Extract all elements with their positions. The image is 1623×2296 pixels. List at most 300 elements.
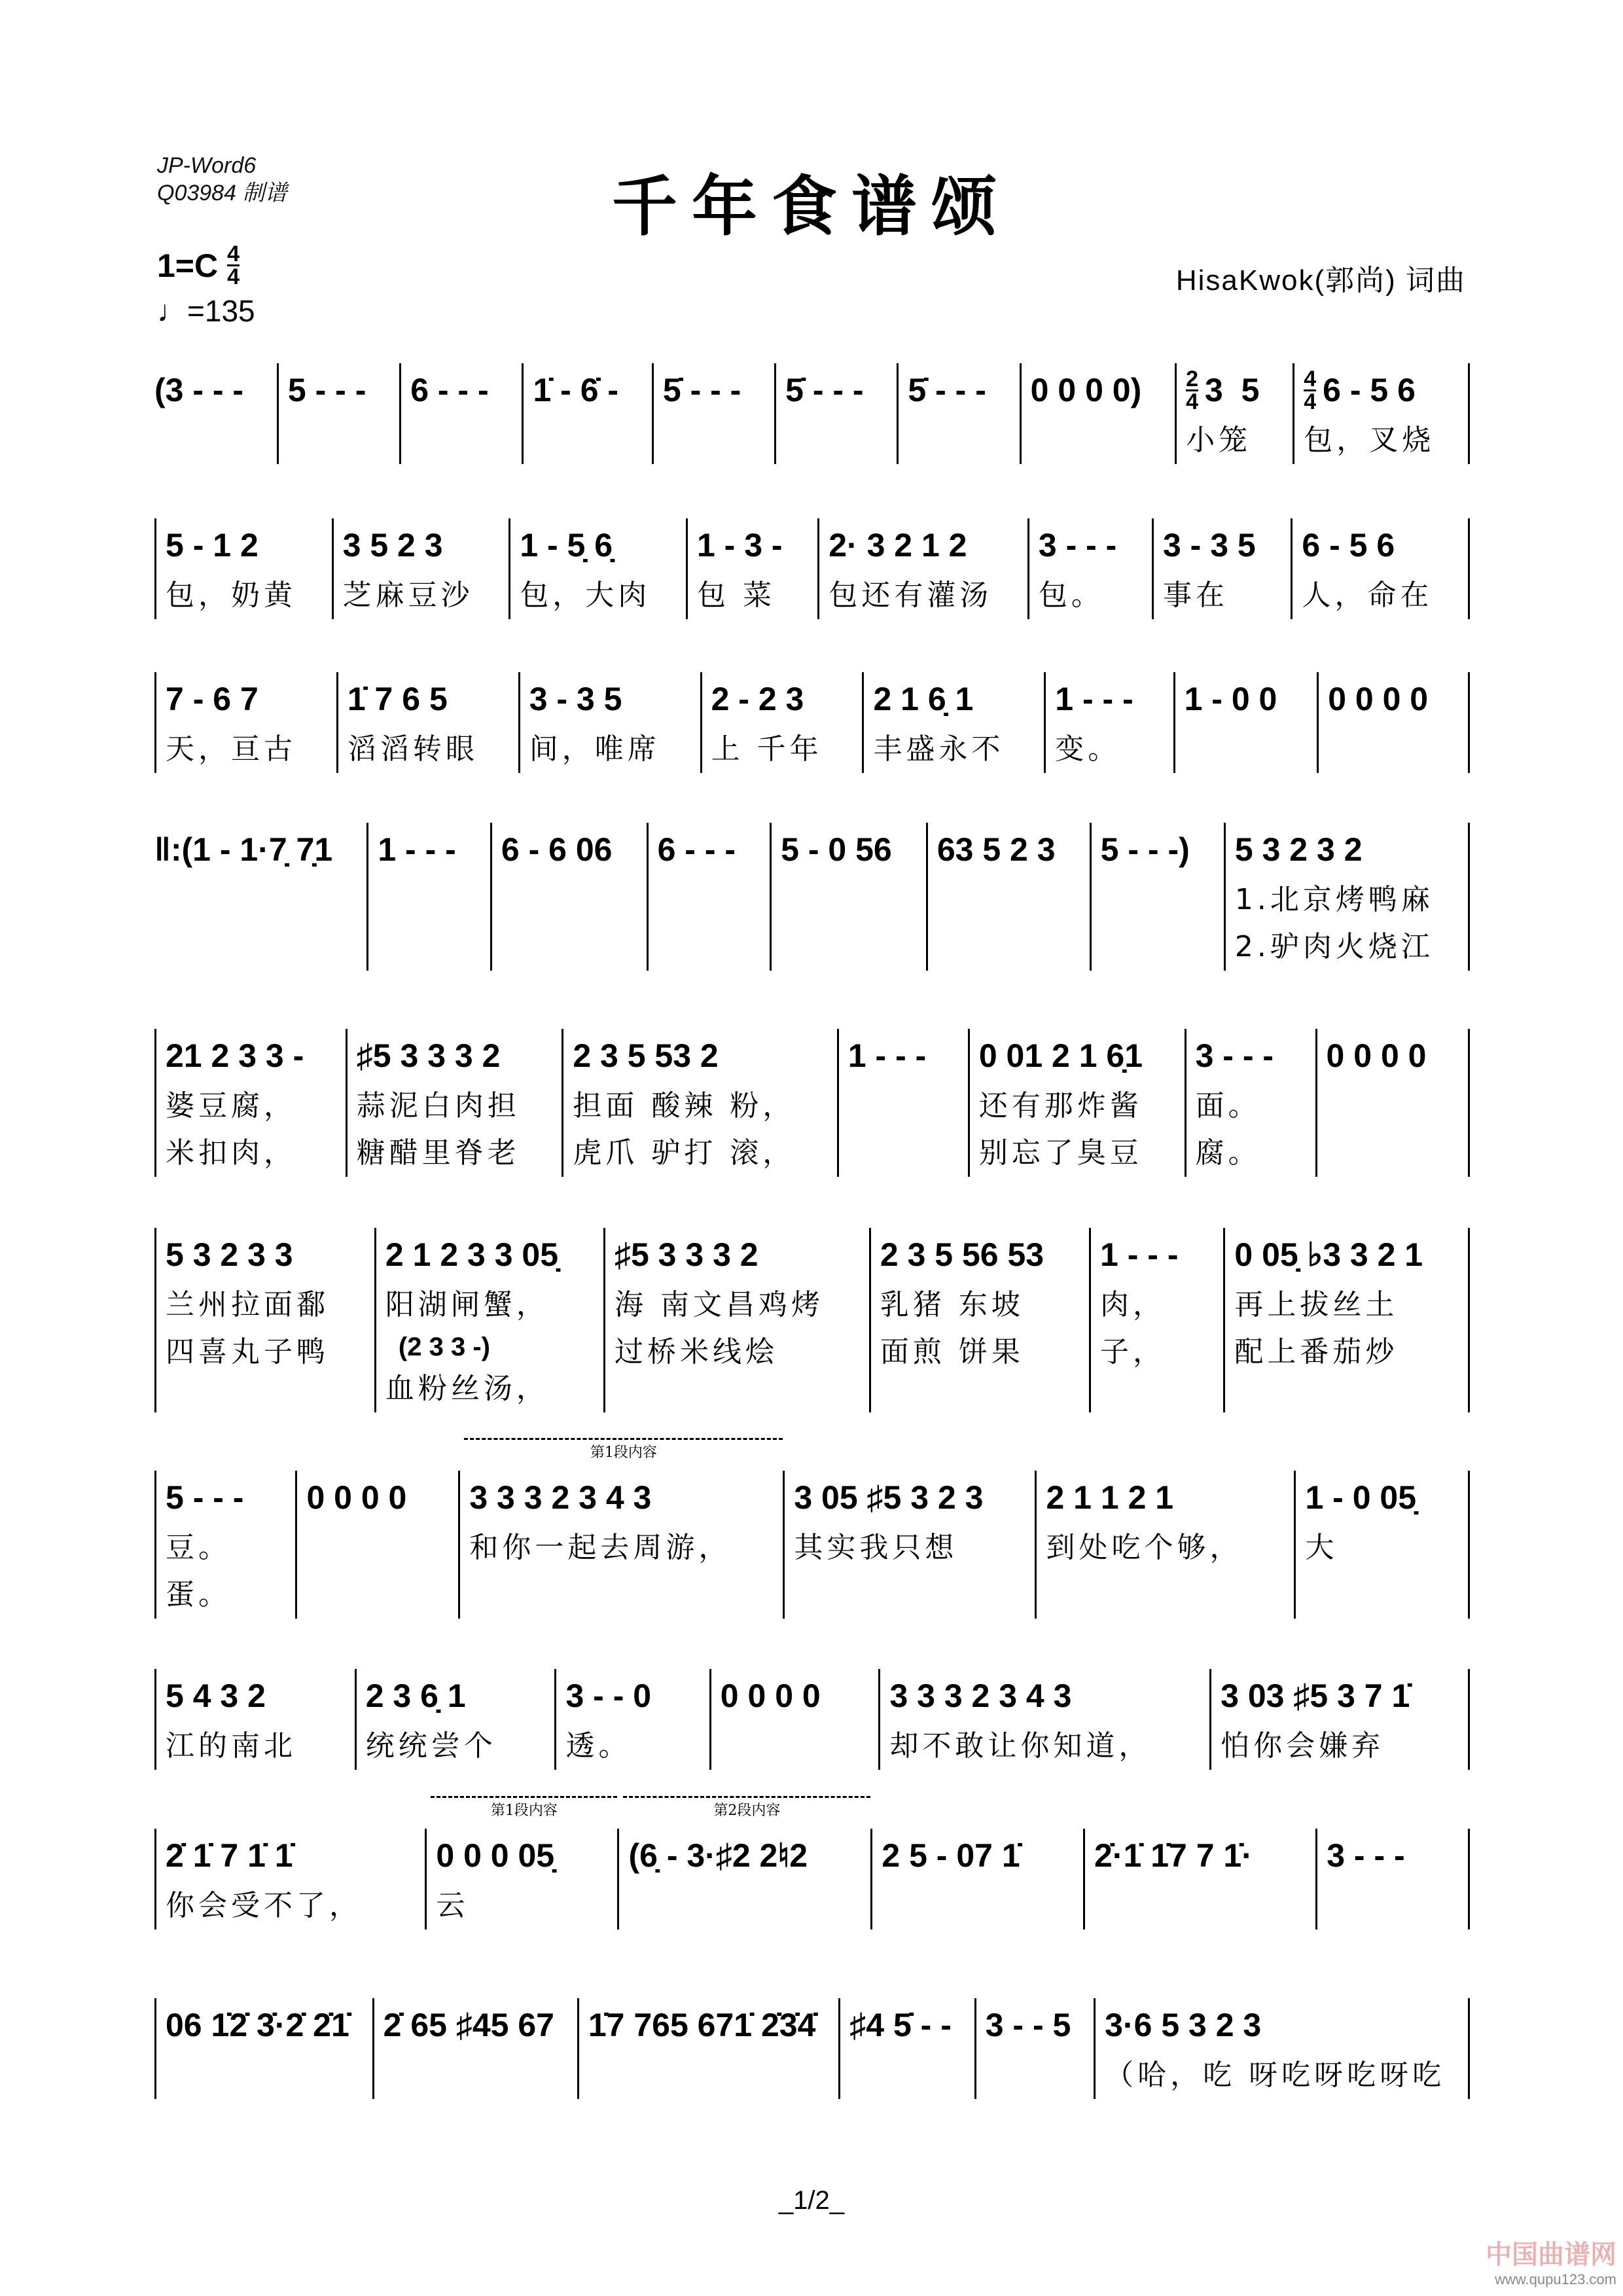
lyric-line: 事在 [1162, 579, 1228, 612]
lyric-line: 虎爪 驴打 滚， [573, 1136, 796, 1170]
measure [837, 1029, 968, 1177]
measure-notes [937, 823, 1080, 876]
notes-text: 6 - - - [657, 831, 736, 868]
measure [355, 1669, 555, 1770]
measure [154, 1228, 374, 1412]
lyric-line: 包还有灌汤 [829, 579, 993, 612]
measure [968, 1029, 1185, 1177]
measure-notes [383, 1998, 568, 2052]
notes-text: 1 - - - [847, 1037, 927, 1074]
measure [425, 1803, 617, 1929]
measure-notes [357, 1029, 553, 1083]
time-sig-digit: 2 [1186, 366, 1198, 391]
notes-text: 2̇·1̇ 1̇7 7 1̇· [1094, 1837, 1253, 1874]
notes-text: 2̇ 1̇ 7 1̇ 1̇ [166, 1837, 293, 1874]
measure [1317, 672, 1470, 773]
measure-notes [829, 518, 1018, 572]
measure [154, 823, 366, 971]
notes-text: 2 1 2 3 3 05̣ [385, 1236, 559, 1273]
measure [562, 1029, 837, 1177]
notes-text: (3 - - - [154, 372, 244, 408]
measure [1083, 1829, 1315, 1929]
measure [652, 363, 774, 464]
measure-notes [1163, 518, 1281, 572]
measure [869, 1228, 1089, 1412]
notes-text: 3 - - 5 [985, 2007, 1071, 2043]
measure-notes [1305, 1471, 1459, 1524]
notes-text: 2 1 6̣ 1 [873, 681, 974, 717]
measure-notes [343, 518, 500, 572]
measure-notes [573, 1029, 828, 1083]
measure-notes [166, 1998, 363, 2052]
measure-notes [785, 363, 887, 417]
time-sig-digit: 4 [1186, 389, 1198, 414]
measure [974, 1998, 1094, 2099]
measure [686, 518, 817, 619]
measure-notes [166, 1228, 365, 1282]
notes-text: 7 - 6 7 [166, 681, 259, 717]
measure [554, 1669, 709, 1770]
measure-notes [469, 1471, 774, 1524]
measure [577, 1998, 838, 2099]
measure [1223, 1228, 1470, 1412]
measure [774, 363, 897, 464]
lyric-line: 统统尝个 [365, 1729, 497, 1763]
lyric-line: 阳湖闸蟹， [385, 1288, 549, 1321]
notes-text: 2 3 5 53 2 [573, 1037, 719, 1074]
measure-notes [794, 1471, 1026, 1524]
measure [154, 1829, 425, 1929]
measure-notes [166, 1471, 286, 1524]
lyric-line: 配上番茄炒 [1234, 1335, 1399, 1369]
page-title: 千年食谱颂 [612, 168, 1011, 245]
notes-text: 3 03 ♯5 3 7 1̇ [1221, 1677, 1410, 1714]
notes-text: 2 - 2 3 [711, 681, 804, 717]
notes-text: 0 0 0 0 [1326, 1037, 1427, 1074]
notes-text: 1 - - - [1100, 1236, 1179, 1273]
measure [346, 1029, 562, 1177]
notes-text: 1̇ - 6̇ - [533, 372, 619, 408]
measure [1175, 363, 1293, 464]
measure-notes [1185, 672, 1308, 726]
composer-credit: HisaKwok(郭尚) 词曲 [1175, 264, 1466, 296]
notes-text: 5̇ - - - [662, 372, 741, 408]
measure-notes [1221, 1669, 1459, 1723]
measure [366, 823, 490, 971]
measure-notes [1235, 823, 1459, 876]
measure [518, 672, 700, 773]
notes-text: 3·6 5 3 2 3 [1105, 2007, 1262, 2043]
measure-notes [366, 1669, 546, 1723]
measure-notes [849, 1998, 965, 2052]
notes-text: 2̇ 65 ♯45 67 [383, 2007, 554, 2043]
score-system [154, 823, 1470, 971]
lyric-line: 包 菜 [696, 579, 776, 612]
notes-text: 3 - - - [1195, 1037, 1274, 1074]
measure [154, 1471, 295, 1619]
notes-text: 0 01 2 1 6̣1 [978, 1037, 1143, 1074]
measure [1173, 672, 1317, 773]
volta-bracket: 第2段内容 [623, 1796, 870, 1820]
lyric-line: 2.驴肉火烧江 [1234, 930, 1434, 963]
lyric-line: 包，奶黄 [166, 579, 296, 612]
measure [1209, 1669, 1470, 1770]
maker-id: Q03984 制谱 [157, 181, 287, 206]
measure-notes [880, 1228, 1080, 1282]
measure-notes [1327, 1829, 1459, 1882]
measure [154, 1669, 355, 1770]
measure [154, 1029, 346, 1177]
notes-text: 5 - - - [166, 1479, 244, 1516]
notes-text: 3 - - 0 [565, 1677, 652, 1714]
measure [336, 672, 518, 773]
lyric-line: 其实我只想 [794, 1531, 958, 1564]
time-signature-change [1186, 368, 1198, 412]
lyric-line: 别忘了臭豆 [978, 1136, 1143, 1170]
page-number: _1/2_ [778, 2186, 845, 2215]
measure-notes [848, 1029, 959, 1083]
notes-text: 06 1̇2̇ 3̇·2̇ 2̇1̇ [166, 2007, 349, 2043]
lyric-line: 上 千年 [711, 732, 823, 766]
notes-text: 2 3 5 56 53 [880, 1236, 1044, 1273]
measure-notes [663, 363, 765, 417]
lyric-line: 还有那炸酱 [978, 1089, 1143, 1122]
lyric-line: 婆豆腐， [166, 1089, 296, 1122]
measure [783, 1471, 1035, 1619]
notes-text: 3 5 [1204, 372, 1260, 408]
measure [926, 823, 1090, 971]
lyric-line: 和你一起去周游， [469, 1531, 732, 1564]
lyric-line: 你会受不了， [166, 1889, 362, 1922]
time-sig-digit: 4 [1304, 366, 1317, 391]
measure [1090, 823, 1224, 971]
lyric-line: 江的南北 [166, 1729, 296, 1763]
notes-text: 5 - - -) [1100, 831, 1190, 868]
watermark-logo [1486, 2234, 1616, 2288]
lyric-line: 腐。 [1195, 1136, 1261, 1170]
lyric-line: 透。 [565, 1729, 632, 1763]
measure-notes [1094, 1829, 1306, 1882]
notes-text: 2 5 - 07 1̇ [882, 1837, 1020, 1874]
measure-notes [986, 1998, 1084, 2052]
measure-notes [288, 363, 390, 417]
measure [603, 1228, 869, 1412]
measure-notes [1327, 1029, 1459, 1083]
measure [277, 363, 399, 464]
measure-notes [1046, 1471, 1285, 1524]
notes-text: 3 - 3 5 [529, 681, 622, 717]
score-system [154, 1998, 1470, 2099]
measure-notes [1039, 518, 1143, 572]
lyric-line: 变。 [1055, 732, 1121, 766]
lyric-line: 小笼 [1186, 423, 1252, 457]
measure-notes [1196, 1029, 1306, 1083]
measure [1291, 518, 1470, 619]
measure-notes [908, 363, 1010, 417]
lyric-line: 芝麻豆沙 [342, 579, 474, 612]
lyric-line: 四喜丸子鸭 [166, 1335, 329, 1369]
measure [1315, 1829, 1470, 1929]
measure [700, 672, 863, 773]
score-system [154, 518, 1470, 619]
lyric-line: 面煎 饼果 [880, 1335, 1024, 1369]
measure-notes [1100, 1228, 1214, 1282]
lyric-line: 包，叉烧 [1304, 423, 1435, 457]
notes-text: 5̇ - - - [908, 372, 986, 408]
measure [458, 1444, 783, 1619]
notes-text: 3 - 3 5 [1162, 527, 1256, 564]
lyric-line: 糖醋里脊老 [356, 1136, 520, 1170]
measure-notes [1031, 363, 1166, 417]
measure [617, 1803, 870, 1929]
measure [1020, 363, 1175, 464]
measure-notes [520, 518, 677, 572]
time-signature [227, 243, 240, 287]
notes-text: 5 - 1 2 [166, 527, 259, 564]
score-system [154, 1029, 1470, 1177]
notes-text: 0 0 0 0 [720, 1677, 821, 1714]
measure-notes [529, 672, 691, 726]
measure [522, 363, 651, 464]
lyric-line: 蛋。 [166, 1578, 231, 1611]
notes-text: ♯5 3 3 3 2 [356, 1037, 501, 1074]
measure-notes [882, 1829, 1074, 1882]
notes-text: 1̇7 765 671̇ 2̇3̇4̇ [588, 2007, 816, 2043]
measure-notes [1304, 363, 1459, 417]
measure-notes [533, 363, 642, 417]
notes-text: 5̇ - - - [785, 372, 864, 408]
measure-notes [306, 1471, 449, 1524]
notes-text: 21 2 3 3 - [166, 1037, 304, 1074]
measure-notes [166, 518, 323, 572]
notes-text: 1 - 0 0 [1184, 681, 1277, 717]
notes-text: 6 - 5 6 [1302, 527, 1395, 564]
measure-notes [1234, 1228, 1459, 1282]
lyric-line: 豆。 [166, 1531, 231, 1564]
measure-notes [1055, 672, 1164, 726]
notes-text: ‖:(1 - 1·7̣ 7̣1 [154, 831, 333, 868]
measure-notes [436, 1829, 608, 1882]
measure-notes [378, 823, 481, 876]
measure-notes [410, 363, 512, 417]
measure [1094, 1998, 1470, 2099]
watermark-name: 中国曲谱网 [1486, 2240, 1616, 2269]
lyric-line: 却不敢让你知道， [889, 1729, 1152, 1763]
notes-text: 5 - - - [287, 372, 366, 408]
measure-notes [1302, 518, 1459, 572]
maker-software: JP-Word6 [157, 153, 257, 178]
measure [1044, 672, 1173, 773]
measure [154, 672, 336, 773]
lyric-line: 兰州拉面鄱 [166, 1288, 329, 1321]
measure [862, 672, 1044, 773]
notes-text: 6 - - - [410, 372, 489, 408]
measure-notes [781, 823, 917, 876]
lyric-line: 米扣肉， [166, 1136, 296, 1170]
measure [295, 1471, 458, 1619]
notes-text: 0 0 0 05̣ [436, 1837, 555, 1874]
lyric-line: 大 [1305, 1531, 1338, 1564]
score-system [154, 1803, 1470, 1929]
measure-notes [889, 1669, 1200, 1723]
measure-notes [565, 1669, 700, 1723]
measure [709, 1669, 879, 1770]
measure [374, 1228, 603, 1412]
lyric-line: 子， [1100, 1335, 1166, 1369]
lyric-line: 到处吃个够， [1046, 1531, 1243, 1564]
measure [508, 518, 686, 619]
notes-text: 5 - 0 56 [781, 831, 892, 868]
lyric-line: 蒜泥白肉担 [356, 1089, 520, 1122]
measure [1035, 1471, 1294, 1619]
measure [490, 823, 647, 971]
measure-notes [658, 823, 761, 876]
variant-notes: (2 3 3 -) [398, 1333, 490, 1361]
measure-notes [979, 1029, 1175, 1083]
notes-text: 1 - 3 - [696, 527, 783, 564]
notes-text: 3 3 3 2 3 4 3 [469, 1479, 652, 1516]
measure [154, 1998, 372, 2099]
score-system [154, 672, 1470, 773]
lyric-line: 过桥米线烩 [614, 1335, 778, 1369]
notes-text: 6 - 6 06 [501, 831, 613, 868]
time-sig-top: 4 [227, 242, 240, 266]
lyric-line: 海 南文昌鸡烤 [614, 1288, 824, 1321]
notes-text: 1 - - - [378, 831, 456, 868]
measure-notes [154, 363, 268, 417]
lyric-line: 面。 [1195, 1089, 1261, 1122]
time-sig-digit: 4 [1304, 389, 1317, 414]
lyric-line: 包，大肉 [520, 579, 651, 612]
notes-text: 3 5 2 3 [342, 527, 443, 564]
notes-text: 3 - - - [1327, 1837, 1405, 1874]
lyric-line: 再上拔丝土 [1234, 1288, 1399, 1321]
measure-notes [166, 1829, 416, 1882]
lyric-line: 怕你会嫌弃 [1221, 1729, 1385, 1763]
lyric-line: 包。 [1038, 579, 1104, 612]
measure [870, 1829, 1083, 1929]
measure-notes [628, 1829, 861, 1882]
measure [817, 518, 1027, 619]
measure [1027, 518, 1152, 619]
key-label: 1=C [157, 247, 219, 284]
measure [399, 363, 522, 464]
notes-text: 2 1 1 2 1 [1046, 1479, 1174, 1516]
lyric-line: （哈，吃 呀吃呀吃呀吃 [1105, 2058, 1446, 2092]
key-signature [157, 243, 240, 287]
notes-text: 2· 3 2 1 2 [829, 527, 967, 564]
measure-notes [873, 672, 1035, 726]
measure [1294, 1471, 1470, 1619]
lyric-line: 滔滔转眼 [347, 732, 478, 766]
notes-text: 1̇ 7 6 5 [347, 681, 448, 717]
notes-text: 5 3 2 3 2 [1234, 831, 1363, 868]
measure [1224, 823, 1470, 971]
measure-notes [711, 672, 853, 726]
notes-text: 3 05 ♯5 3 2 3 [794, 1479, 984, 1516]
notes-text: ♯4 5̇ - - [849, 2007, 952, 2043]
notes-text: 6 - 5 6 [1323, 372, 1416, 408]
lyric-line: 乳猪 东坡 [880, 1288, 1024, 1321]
notes-text: 0 0 0 0 [306, 1479, 407, 1516]
notes-text: 5 4 3 2 [166, 1677, 266, 1714]
measure-notes [1186, 363, 1283, 417]
measure-notes [166, 672, 327, 726]
watermark-url: www.qupu123.com [1495, 2271, 1616, 2287]
measure-notes [166, 1029, 336, 1083]
measure [332, 518, 509, 619]
time-sig-bottom: 4 [227, 264, 240, 289]
measure-notes [615, 1228, 860, 1282]
lyric-line: 丰盛永不 [873, 732, 1005, 766]
notes-text: 0 0 0 0) [1030, 372, 1142, 408]
notes-text: 0 0 0 0 [1328, 681, 1429, 717]
measure [1152, 518, 1291, 619]
tempo-marking: ♩=135 [157, 294, 255, 328]
measure-notes [588, 1998, 829, 2052]
notes-text: (6̣ - 3·♯2 2♮2 [628, 1837, 808, 1874]
lyric-line: 天，亘古 [166, 732, 296, 766]
lyric-line: 1.北京烤鸭麻 [1234, 883, 1434, 916]
lyric-line: 云 [436, 1889, 469, 1922]
measure-notes [385, 1228, 594, 1282]
notes-text: 63 5 2 3 [936, 831, 1056, 868]
measure-notes [721, 1669, 870, 1723]
notes-text: 1 - 5̣ 6̣ [520, 527, 613, 564]
measure [838, 1998, 974, 2099]
notes-text: 1 - 0 05̣ [1305, 1479, 1417, 1516]
notes-text: ♯5 3 3 3 2 [614, 1236, 758, 1273]
lyric-line: 间，唯席 [529, 732, 660, 766]
score-system [154, 1669, 1470, 1770]
measure [154, 363, 277, 464]
measure-notes [1101, 823, 1215, 876]
notes-text: 3 - - - [1038, 527, 1117, 564]
notes-text: 1 - - - [1055, 681, 1133, 717]
volta-bracket: 第1段内容 [464, 1438, 783, 1462]
measure-notes [154, 823, 357, 876]
score-system [154, 1444, 1470, 1619]
notes-text: 0 05̣ ♭3 3 2 1 [1234, 1236, 1423, 1273]
volta-bracket: 第1段内容 [431, 1796, 617, 1820]
measure-notes [501, 823, 637, 876]
measure [372, 1998, 577, 2099]
measure-notes [166, 1669, 346, 1723]
lyric-line: 肉， [1100, 1288, 1166, 1321]
measure [1089, 1228, 1223, 1412]
measure-notes [348, 672, 509, 726]
measure-notes [1328, 672, 1459, 726]
lyric-line: 人，命在 [1302, 579, 1433, 612]
measure [647, 823, 770, 971]
score-system [154, 1228, 1470, 1412]
notes-text: 5 3 2 3 3 [166, 1236, 293, 1273]
measure [1185, 1029, 1315, 1177]
measure-notes [1105, 1998, 1459, 2052]
measure-notes [697, 518, 808, 572]
lyric-line: 担面 酸辣 粉， [573, 1089, 796, 1122]
measure [154, 518, 332, 619]
measure [897, 363, 1019, 464]
time-signature-change [1304, 368, 1316, 412]
notes-text: 2 3 6̣ 1 [365, 1677, 466, 1714]
measure [1315, 1029, 1470, 1177]
notes-text: 3 3 3 2 3 4 3 [889, 1677, 1072, 1714]
measure [1293, 363, 1470, 464]
score-system [154, 363, 1470, 464]
lyric-line: 血粉丝汤， [385, 1372, 549, 1405]
measure [770, 823, 926, 971]
